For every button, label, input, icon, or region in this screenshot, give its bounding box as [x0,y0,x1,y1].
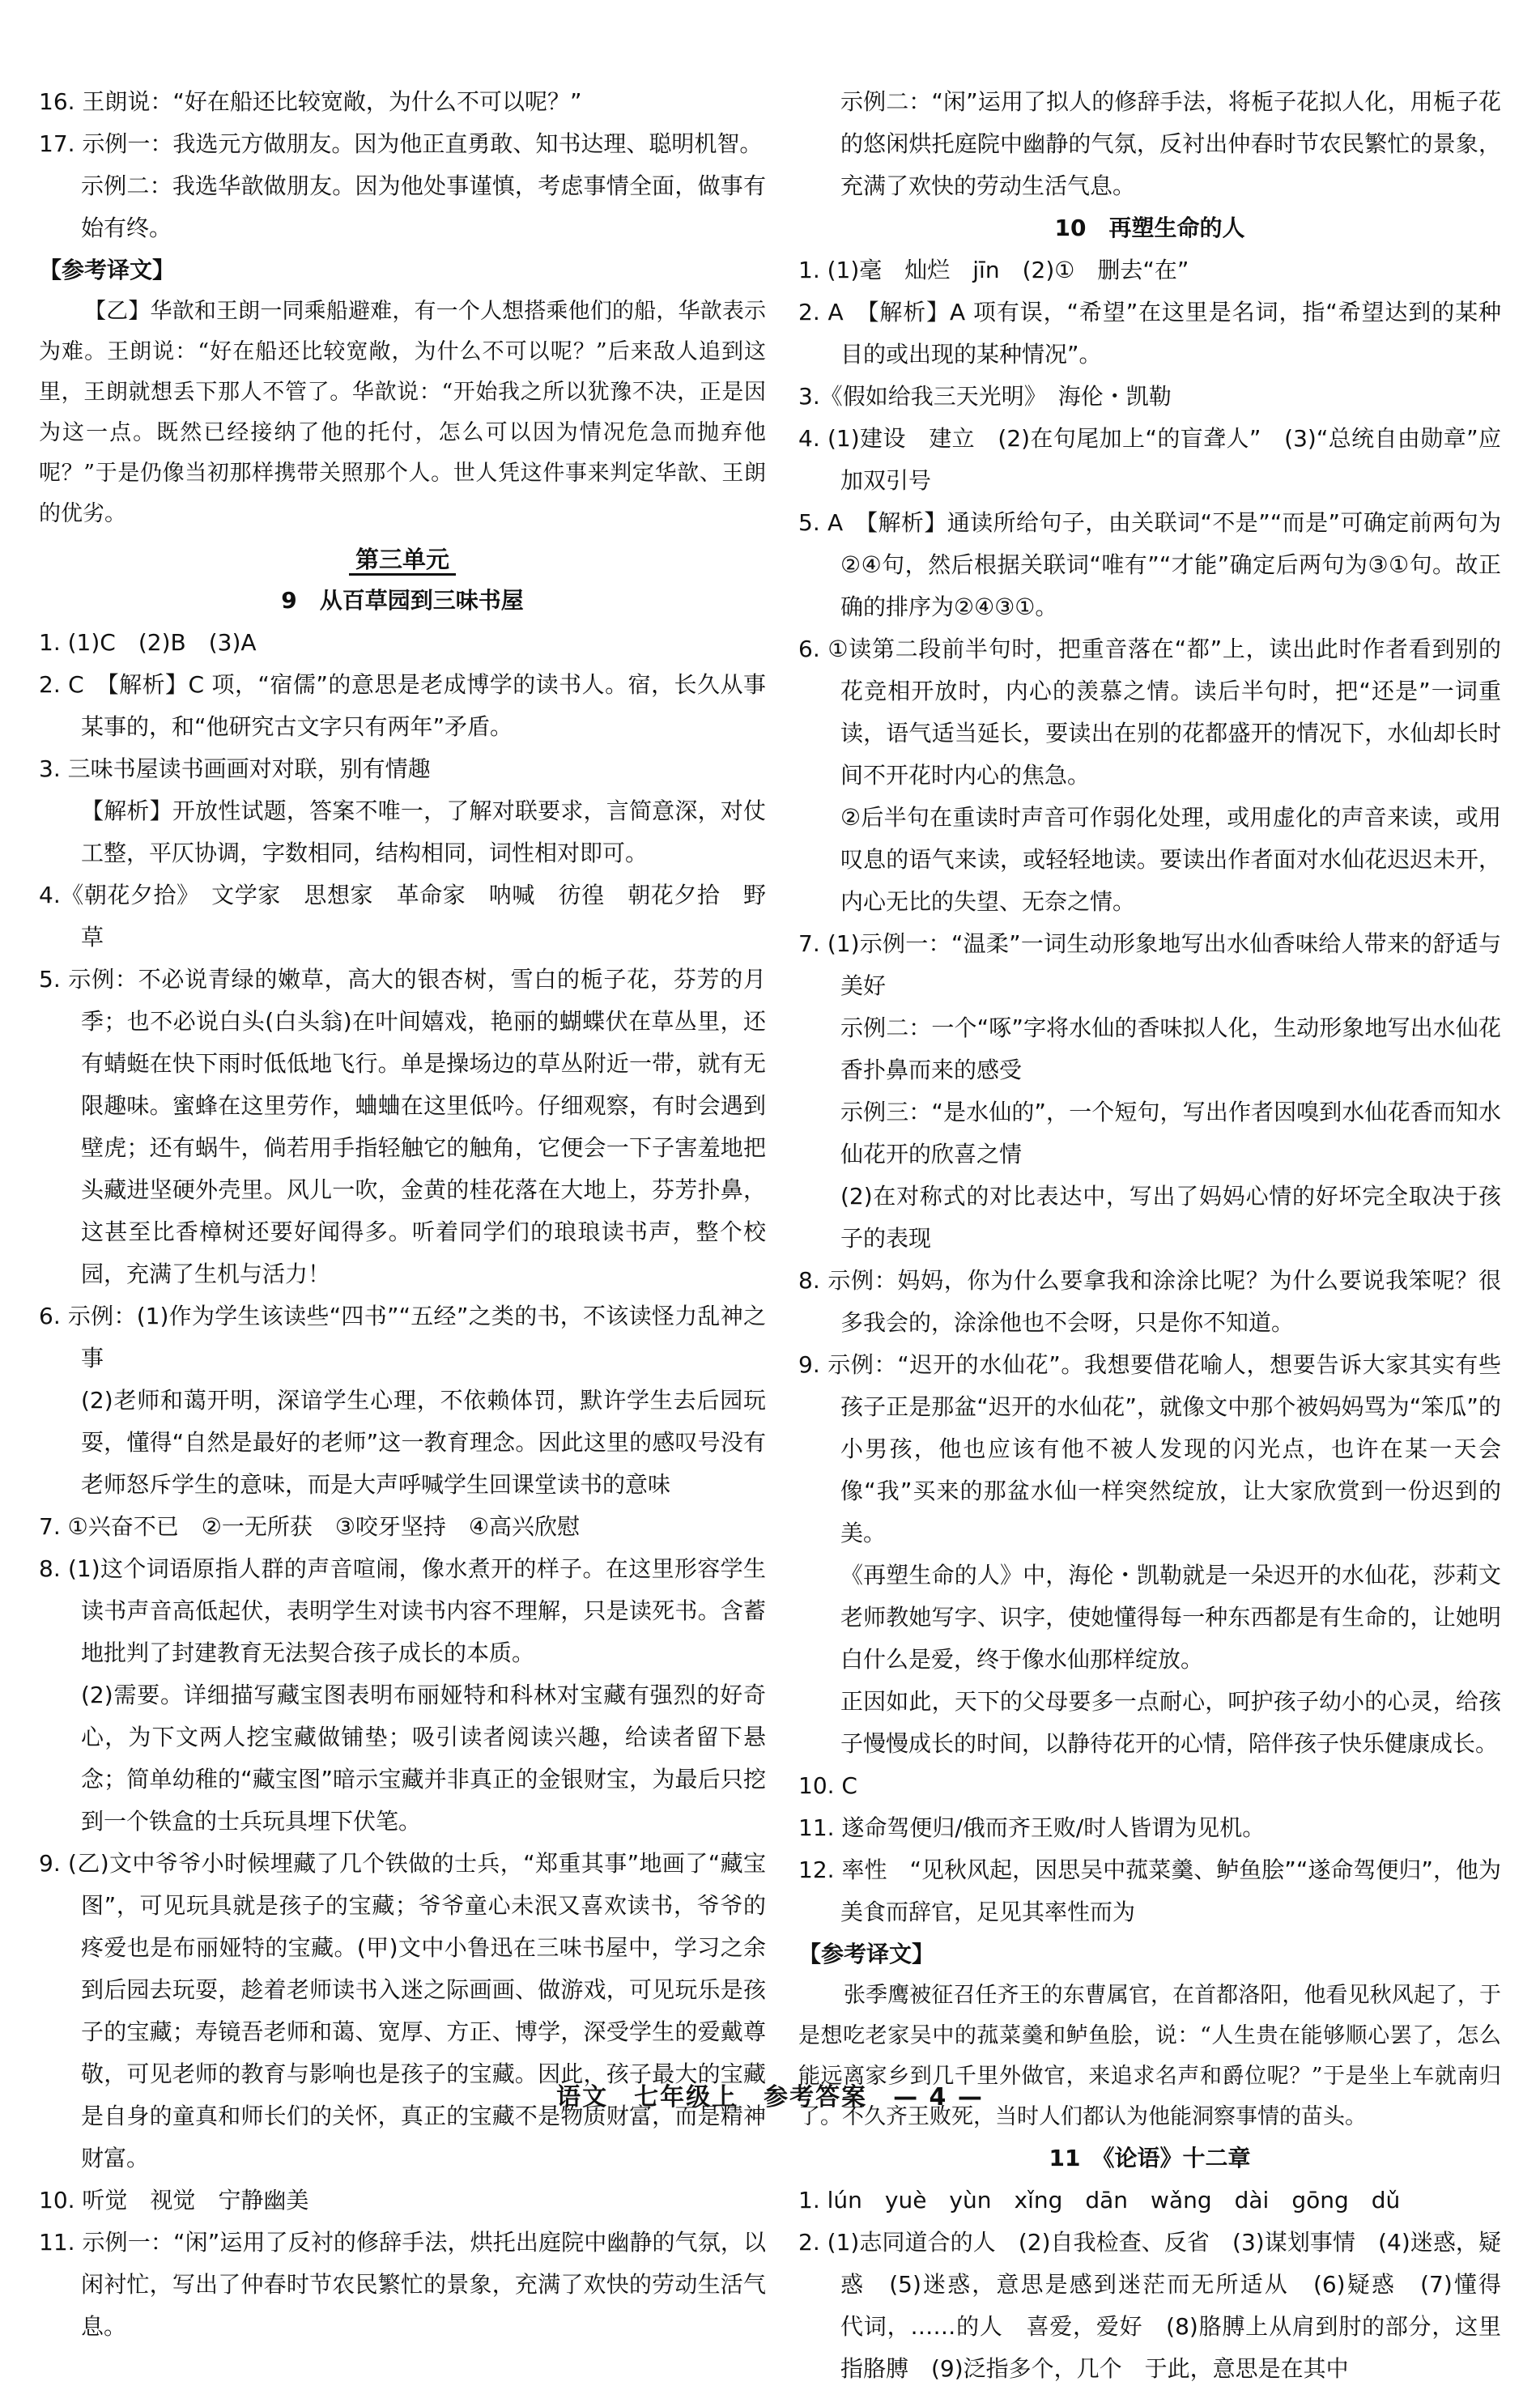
answer-line: (2)在对称式的对比表达中，写出了妈妈心情的好坏完全取决于孩子的表现 [840,1183,1501,1252]
unit-title [39,539,766,580]
right-column [798,81,1525,2390]
answer-line: 6. ①读第二段前半句时，把重音落在“都”上，读出此时作者看到别的花竞相开放时，内心的羡慕之情。读后半句时，把“还是”一词重读，语气适当延长，要读出在别的花都盛开的情况下，水仙却长时间不开花时内心的焦急。 [798,636,1501,789]
answer-line: 5. 示例：不必说青绿的嫩草，高大的银杏树，雪白的栀子花，芬芳的月季；也不必说白头(白头翁)在叶间嬉戏，艳丽的蝴蝶伏在草丛里，还有蜻蜓在快下雨时低低地飞行。单是操场边的草丛附近一带，就有无限趣味。蜜蜂在这里劳作，蛐蛐在这里低吟。仔细观察，有时会遇到壁虎；还有蜗牛，倘若用手指轻触它的触角，它便会一下子害羞地把头藏进坚硬外壳里。风儿一吹，金黄的桂花落在大地上，芬芳扑鼻，这甚至比香樟树还要好闻得多。听着同学们的琅琅读书声，整个校园，充满了生机与活力！ [39,966,766,1287]
answer-line: 9. 示例：“迟开的水仙花”。我想要借花喻人，想要告诉大家其实有些孩子正是那盆“迟开的水仙花”，就像文中那个被妈妈骂为“笨瓜”的小男孩，他也应该有他不被人发现的闪光点，也许在某一天会像“我”买来的那盆水仙一样突然绽放，让大家欣赏到一份迟到的美。 [798,1351,1501,1546]
answer-line: 3. 三味书屋读书画画对对联，别有情趣 [39,755,431,782]
answer-line: 3.《假如给我三天光明》 海伦・凯勒 [798,383,1172,410]
lesson-title: 9 从百草园到三味书屋 [281,587,524,614]
translation-heading: 【参考译文】 [39,257,176,283]
answer-line: 17. 示例一：我选元方做朋友。因为他正直勇敢、知书达理、聪明机智。 [39,130,763,157]
translation-text: 张季鹰被征召任齐王的东曹属官，在首都洛阳，他看见秋风起了，于是想吃老家吴中的菰菜羹和鲈鱼脍，说：“人生贵在能够顺心罢了，怎么能远离家乡到几千里外做官，来追求名声和爵位呢？”于是坐上车就南归了。不久齐王败死，当时人们都认为他能洞察事情的苗头。 [798,1983,1501,2129]
answer-line: 11. 示例一：“闲”运用了反衬的修辞手法，烘托出庭院中幽静的气氛，以闲衬忙，写出了仲春时节农民繁忙的景象，充满了欢快的劳动生活气息。 [39,2229,766,2340]
answer-line: 示例二：我选华歆做朋友。因为他处事谨慎，考虑事情全面，做事有始有终。 [81,172,766,241]
answer-line: 4.《朝花夕拾》 文学家 思想家 革命家 呐喊 彷徨 朝花夕拾 野草 [39,882,766,950]
answer-line: 6. 示例：(1)作为学生该读些“四书”“五经”之类的书，不该读怪力乱神之事 [39,1303,766,1371]
answer-line: 1. lún yuè yùn xǐng dān wǎng dài gōng dǔ [798,2187,1401,2214]
answer-line: 12. 率性 “见秋风起，因思吴中菰菜羹、鲈鱼脍”“遂命驾便归”，他为美食而辞官，足见其率性而为 [798,1856,1501,1925]
lesson-title: 10 再塑生命的人 [1054,215,1245,241]
answer-line: 10. C [798,1772,857,1799]
answer-line: 5. A 【解析】通读所给句子，由关联词“不是”“而是”可确定前两句为②④句，然后根据关联词“唯有”“才能”确定后两句为③①句。故正确的排序为②④③①。 [798,509,1501,620]
answer-line: 1. (1)毫 灿烂 jīn (2)① 删去“在” [798,257,1189,283]
answer-line: 9. (乙)文中爷爷小时候埋藏了几个铁做的士兵，“郑重其事”地画了“藏宝图”，可见玩具就是孩子的宝藏；爷爷童心未泯又喜欢读书，爷爷的疼爱也是布丽娅特的宝藏。(甲)文中小鲁迅在三味书屋中，学习之余到后园去玩耍，趁着老师读书入迷之际画画、做游戏，可见玩乐是孩子的宝藏；寿镜吾老师和蔼、宽厚、方正、博学，深受学生的爱戴尊敬，可见老师的教育与影响也是孩子的宝藏。因此，孩子最大的宝藏是自身的童真和师长们的关怀，真正的宝藏不是物质财富，而是精神财富。 [39,1850,766,2171]
answer-line: 《再塑生命的人》中，海伦・凯勒就是一朵迟开的水仙花，莎莉文老师教她写字、识字，使她懂得每一种东西都是有生命的，让她明白什么是爱，终于像水仙那样绽放。 [840,1562,1501,1673]
answer-line: 示例二：一个“啄”字将水仙的香味拟人化，生动形象地写出水仙花香扑鼻而来的感受 [840,1014,1501,1083]
answer-line: 示例二：“闲”运用了拟人的修辞手法，将栀子花拟人化，用栀子花的悠闲烘托庭院中幽静的气氛，反衬出仲春时节农民繁忙的景象，充满了欢快的劳动生活气息。 [840,88,1501,199]
unit-title-text: 第三单元 [349,546,456,576]
answer-line: 4. (1)建设 建立 (2)在句尾加上“的盲聋人” (3)“总统自由勋章”应加双引号 [798,425,1501,494]
translation-heading: 【参考译文】 [798,1941,935,1967]
answer-line: 1. (1)C (2)B (3)A [39,629,257,656]
answer-line: 10. 听觉 视觉 宁静幽美 [39,2187,309,2214]
answer-line: 2. A 【解析】A 项有误，“希望”在这里是名词，指“希望达到的某种目的或出现的某种情况”。 [798,299,1501,368]
answer-line: 8. (1)这个词语原指人群的声音喧闹，像水煮开的样子。在这里形容学生读书声音高低起伏，表明学生对读书内容不理解，只是读死书。含蓄地批判了封建教育无法契合孩子成长的本质。 [39,1555,766,1666]
answer-line: 2. C 【解析】C 项，“宿儒”的意思是老成博学的读书人。宿，长久从事某事的，和“他研究古文字只有两年”矛盾。 [39,671,766,740]
answer-line: 2. (1)志同道合的人 (2)自我检查、反省 (3)谋划事情 (4)迷惑，疑惑 (5)迷惑，意思是感到迷茫而无所适从 (6)疑惑 (7)懂得 代词，……的人 喜爱，爱好 (8)胳膊上从肩到肘的部分，这里指胳膊 (9)泛指多个，几个 于此，意思是在其中 [798,2229,1525,2382]
answer-line: 8. 示例：妈妈，你为什么要拿我和涂涂比呢？为什么要说我笨呢？很多我会的，涂涂他也不会呀，只是你不知道。 [798,1267,1501,1336]
answer-line: (2)需要。详细描写藏宝图表明布丽娅特和科林对宝藏有强烈的好奇心，为下文两人挖宝藏做铺垫；吸引读者阅读兴趣，给读者留下悬念；简单幼稚的“藏宝图”暗示宝藏并非真正的金银财宝，为最后只挖到一个铁盒的士兵玩具埋下伏笔。 [81,1682,766,1835]
answer-line: 7. (1)示例一：“温柔”一词生动形象地写出水仙香味给人带来的舒适与美好 [798,930,1501,999]
answer-line: 7. ①兴奋不已 ②一无所获 ③咬牙坚持 ④高兴欣慰 [39,1513,581,1540]
answer-line: 16. 王朗说：“好在船还比较宽敞，为什么不可以呢？” [39,88,582,115]
lesson-title: 11 《论语》十二章 [1049,2145,1251,2171]
page-footer: 语文 七年级上 参考答案 — 4 — [556,2083,984,2111]
answer-line: 示例三：“是水仙的”，一个短句，写出作者因嗅到水仙花香而知水仙花开的欣喜之情 [840,1099,1501,1167]
translation-text: 【乙】华歆和王朗一同乘船避难，有一个人想搭乘他们的船，华歆表示为难。王朗说：“好在船还比较宽敞，为什么不可以呢？”后来敌人追到这里，王朗就想丢下那人不管了。华歆说：“开始我之所以犹豫不决，正是因为这一点。既然已经接纳了他的托付，怎么可以因为情况危急而抛弃他呢？”于是仍像当初那样携带关照那个人。世人凭这件事来判定华歆、王朗的优劣。 [39,299,766,526]
answer-line: 正因如此，天下的父母要多一点耐心，呵护孩子幼小的心灵，给孩子慢慢成长的时间，以静待花开的心情，陪伴孩子快乐健康成长。 [840,1688,1501,1757]
left-column [39,81,766,2348]
answer-line: 【解析】开放性试题，答案不唯一，了解对联要求，言简意深，对仗工整，平仄协调，字数相同，结构相同，词性相对即可。 [81,797,766,866]
answer-line: 11. 遂命驾便归/俄而齐王败/时人皆谓为见机。 [798,1814,1266,1841]
answer-line: ②后半句在重读时声音可作弱化处理，或用虚化的声音来读，或用叹息的语气来读，或轻轻地读。要读出作者面对水仙花迟迟未开，内心无比的失望、无奈之情。 [840,804,1501,915]
answer-line: (2)老师和蔼开明，深谙学生心理，不依赖体罚，默许学生去后园玩耍，懂得“自然是最好的老师”这一教育理念。因此这里的感叹号没有老师怒斥学生的意味，而是大声呼喊学生回课堂读书的意味 [81,1387,766,1498]
